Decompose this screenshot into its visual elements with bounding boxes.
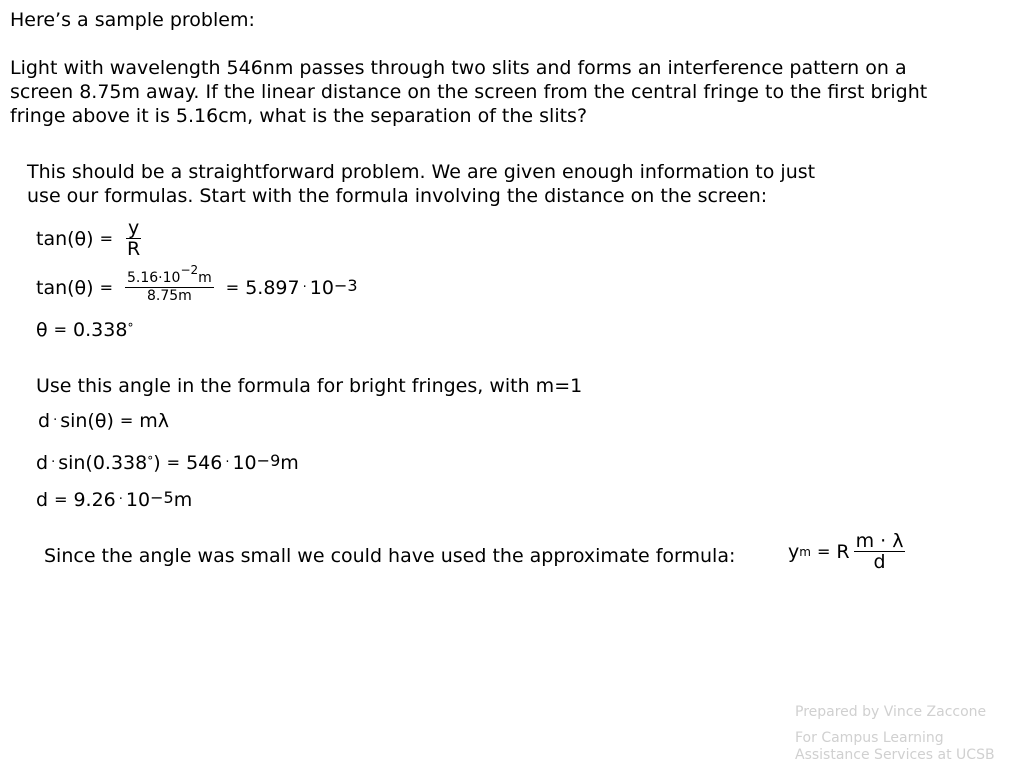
problem-line-3: fringe above it is 5.16cm, what is the separation of the slits? [10, 105, 588, 127]
equation-substituted: d · sin(0.338 ° ) = 546 · 10 $^{-9}$ m [36, 451, 299, 474]
eq2-num-base: 5.16 [127, 270, 159, 286]
credit-author: Prepared by Vince Zaccone [795, 704, 987, 720]
eq2-numerator [125, 263, 214, 288]
equation-result: d = 9.26 · 10 $^{-5}$ m [36, 488, 193, 511]
eq3-equals: = [53, 320, 68, 339]
eq7-fraction [854, 531, 906, 572]
eq5-unit: m [280, 452, 299, 474]
eq2-equals: = [99, 277, 113, 297]
credit-line-3: Assistance Services at UCSB [795, 747, 995, 763]
eq2-denominator: 8.75m [146, 288, 192, 304]
solution-line-2: use our formulas. Start with the formula involving the distance on the screen: [27, 185, 768, 207]
eq6-pow: 10 [125, 489, 151, 511]
eq3-rhs: 0.338 [73, 319, 128, 341]
equation-tan-value: tan(θ) = $\frac{5.16\cdot 10^{-2}m}{8.75m}$ = 5.897 · 10 $^{-3}$ [36, 263, 358, 304]
eq2-lhs: tan(θ) [36, 276, 94, 299]
eq2-pow: 10 [309, 276, 334, 299]
eq5-pow: 10 [232, 452, 257, 474]
eq2-result: 5.897 [245, 276, 300, 299]
equation-approx: y m = R $\frac{m \cdot \lambda}{d}$ [788, 530, 904, 573]
eq4-d: d [38, 410, 51, 432]
problem-line-2: screen 8.75m away. If the linear distance on the screen from the central fringe to the first bright [10, 81, 928, 103]
eq2-dot: · [302, 279, 307, 295]
eq4-equals: = [119, 411, 134, 430]
equation-theta: θ = 0.338 ° [36, 319, 134, 341]
eq6-equals: = [54, 490, 68, 509]
eq5-d: d [36, 452, 49, 474]
eq3-lhs: θ [36, 319, 48, 341]
eq1-numerator: y [127, 217, 140, 239]
eq5-dot-2: · [225, 455, 230, 470]
credit-line-2: For Campus Learning [795, 730, 944, 746]
eq6-val: 9.26 [73, 489, 116, 511]
eq5-sin-open: sin(0.338 [58, 452, 148, 474]
eq4-dot: · [53, 413, 58, 428]
eq1-denominator: R [127, 238, 141, 260]
eq7-R: R [836, 540, 850, 563]
eq2-num-dot: · [158, 270, 163, 286]
equation-bright-fringe [38, 409, 169, 433]
eq2-num-pow: 10 [162, 270, 181, 286]
eq1-fraction [125, 218, 142, 259]
use-angle-text: Use this angle in the formula for bright fringes, with m=1 [36, 375, 583, 397]
eq5-sin-close: ) [153, 452, 161, 474]
eq2-num-unit: m [198, 270, 212, 286]
eq5-val: 546 [186, 452, 223, 474]
eq7-y: y [788, 540, 800, 563]
approx-text: Since the angle was small we could have used the approximate formula: [44, 545, 736, 567]
eq4-sin: sin(θ) [60, 410, 114, 432]
eq2-num-exp: −2 [180, 263, 199, 278]
eq7-equals: = [816, 541, 831, 561]
eq6-dot: · [118, 492, 123, 507]
eq7-denominator: d [873, 551, 886, 573]
eq4-rhs: mλ [139, 410, 170, 432]
eq2-equals-2: = [225, 277, 240, 297]
eq2-fraction [125, 263, 214, 305]
eq6-d: d [36, 489, 49, 511]
eq7-numerator: m · λ [855, 530, 904, 552]
eq5-dot: · [51, 455, 56, 470]
eq1-lhs: tan(θ) [36, 227, 94, 250]
equation-tan-ratio [36, 218, 148, 259]
solution-line-1: This should be a straightforward problem. We are given enough information to just [27, 161, 816, 183]
eq5-equals: = [166, 453, 181, 472]
problem-intro: Here’s a sample problem: [10, 9, 255, 31]
eq6-unit: m [173, 489, 193, 511]
eq1-equals: = [99, 228, 113, 248]
problem-line-1: Light with wavelength 546nm passes through two slits and forms an interference pattern on a [10, 57, 907, 79]
